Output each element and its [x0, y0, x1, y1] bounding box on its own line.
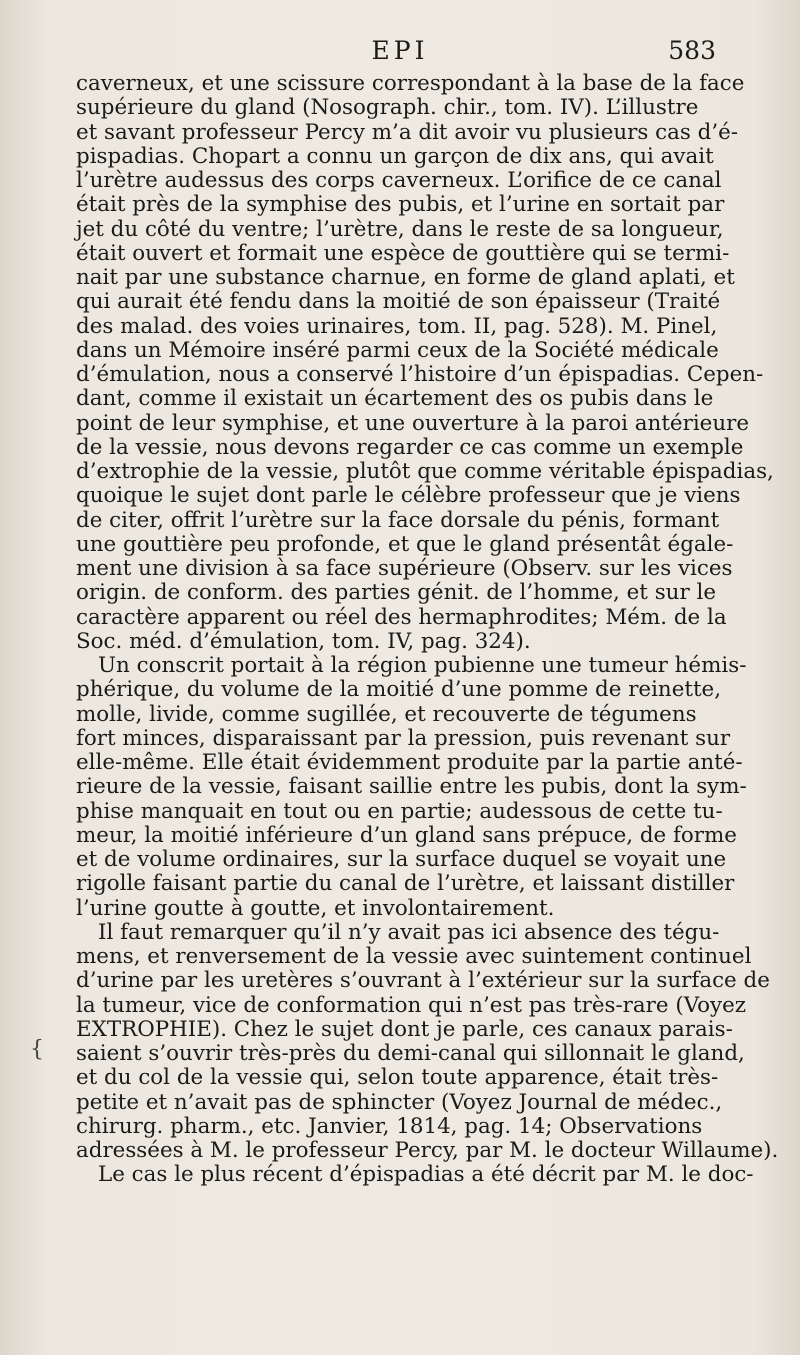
text-line: Un conscrit portait à la région pubienne une tumeur hémis- [98, 653, 747, 678]
text-line: quoique le sujet dont parle le célèbre professeur que je viens [76, 483, 741, 509]
text-line: et savant professeur Percy m’a dit avoir vu plusieurs cas d’é- [76, 119, 739, 145]
text-line: origin. de conform. des parties génit. de l’homme, et sur le [76, 580, 716, 606]
text-line: d’urine par les uretères s’ouvrant à l’extérieur sur la surface de [76, 968, 770, 994]
text-line: une gouttière peu profonde, et que le gland présentât égale- [76, 531, 734, 557]
text-line: nait par une substance charnue, en forme de gland aplati, et [76, 265, 735, 290]
text-line: mens, et renversement de la vessie avec suintement continuel [76, 944, 752, 969]
text-line: meur, la moitié inférieure d’un gland sans prépuce, de forme [76, 822, 737, 848]
text-line: ment une division à sa face supérieure (Observ. sur les vices [76, 556, 733, 581]
text-line: était ouvert et formait une espèce de gouttière qui se termi- [76, 240, 730, 266]
running-head: EPI [371, 36, 429, 65]
text-line: molle, livide, comme sugillée, et recouverte de tégumens [76, 701, 697, 727]
text-line: de la vessie, nous devons regarder ce cas comme un exemple [76, 434, 744, 460]
text-line: caverneux, et une scissure correspondant à la base de la face [76, 71, 745, 96]
text-line: dans un Mémoire inséré parmi ceux de la Société médicale [76, 337, 719, 363]
text-line: de citer, offrit l’urètre sur la face dorsale du pénis, formant [76, 507, 720, 533]
text-line: Le cas le plus récent d’épispadias a été décrit par M. le doc- [98, 1162, 754, 1188]
text-line: point de leur symphise, et une ouverture à la paroi antérieure [76, 410, 749, 436]
text-line: phise manquait en tout ou en partie; audessous de cette tu- [76, 798, 723, 824]
text-line: et du col de la vessie qui, selon toute apparence, était très- [76, 1065, 719, 1091]
text-line: jet du côté du ventre; l’urètre, dans le reste de sa longueur, [76, 216, 724, 242]
page-body [76, 71, 779, 1188]
text-line: qui aurait été fendu dans la moitié de son épaisseur (Traité [76, 289, 721, 315]
text-line: était près de la symphise des pubis, et l’urine en sortait par [76, 192, 725, 218]
text-line: supérieure du gland (Nosograph. chir., tom. IV). L’illustre [76, 95, 699, 121]
text-line: chirurg. pharm., etc. Janvier, 1814, pag. 14; Observations [76, 1113, 703, 1139]
text-line: phérique, du volume de la moitié d’une pomme de reinette, [76, 677, 722, 703]
text-line: elle-même. Elle était évidemment produite par la partie anté- [76, 750, 743, 775]
text-line: l’urine goutte à goutte, et involontairement. [76, 895, 555, 921]
text-line: dant, comme il existait un écartement des os pubis dans le [76, 386, 714, 412]
text-line: d’extrophie de la vessie, plutôt que comme véritable épispadias, [76, 459, 774, 484]
text-line: des malad. des voies urinaires, tom. II, pag. 528). M. Pinel, [76, 313, 718, 339]
text-line: pispadias. Chopart a connu un garçon de dix ans, qui avait [76, 143, 714, 169]
text-line: EXTROPHIE). Chez le sujet dont je parle, ces canaux parais- [76, 1016, 733, 1042]
text-line: la tumeur, vice de conformation qui n’est pas très-rare (Voyez [76, 992, 747, 1018]
text-line: d’émulation, nous a conservé l’histoire d’un épispadias. Cepen- [76, 362, 764, 387]
text-line: caractère apparent ou réel des hermaphrodites; Mém. de la [76, 604, 727, 630]
page-header [0, 32, 800, 72]
page-number: 583 [668, 36, 716, 65]
text-line: Il faut remarquer qu’il n’y avait pas ici absence des tégu- [98, 919, 720, 945]
text-line: et de volume ordinaires, sur la surface duquel se voyait une [76, 847, 727, 872]
text-line: rieure de la vessie, faisant saillie entre les pubis, dont la sym- [76, 774, 747, 800]
margin-mark: { [30, 1037, 44, 1062]
text-line: l’urètre audessus des corps caverneux. L’orifice de ce canal [76, 168, 722, 193]
text-line: adressées à M. le professeur Percy, par M. le docteur Willaume). [76, 1138, 779, 1163]
text-line: petite et n’avait pas de sphincter (Voyez Journal de médec., [76, 1089, 723, 1115]
text-line: saient s’ouvrir très-près du demi-canal qui sillonnait le gland, [76, 1041, 745, 1066]
text-line: Soc. méd. d’émulation, tom. IV, pag. 324). [76, 628, 531, 654]
text-line: fort minces, disparaissant par la pression, puis revenant sur [76, 725, 731, 751]
text-line: rigolle faisant partie du canal de l’urètre, et laissant distiller [76, 871, 735, 897]
